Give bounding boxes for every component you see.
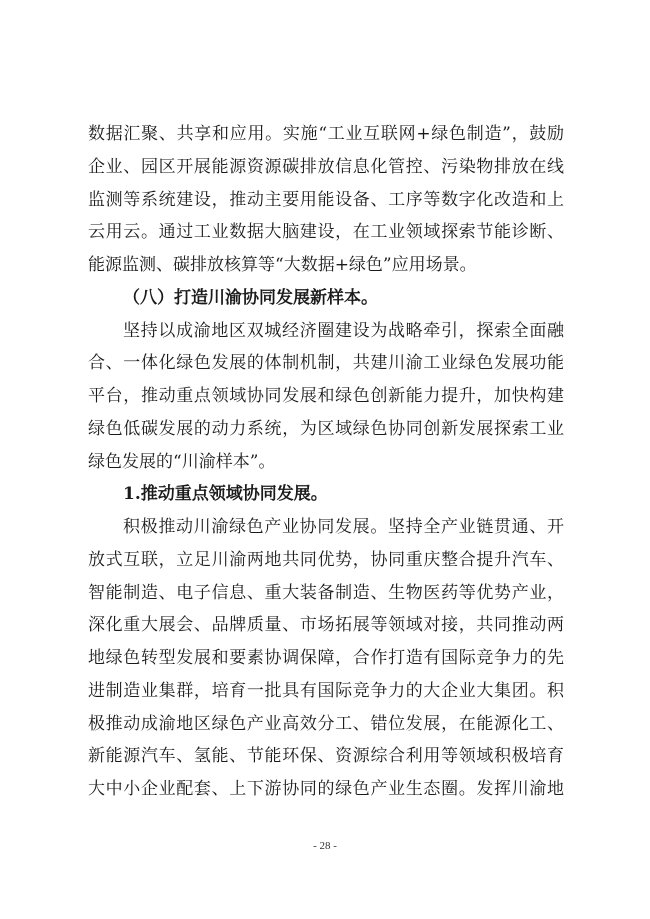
document-body (88, 118, 564, 806)
text-line: 绿色低碳发展的动力系统，为区域绿色协同创新发展探索工业 (88, 418, 564, 439)
text-line: 绿色发展的“川渝样本”。 (88, 451, 276, 472)
text-line: 企业、园区开展能源资源碳排放信息化管控、污染物排放在线 (88, 156, 564, 177)
text-line: 能源监测、碳排放核算等“大数据+绿色”应用场景。 (88, 255, 477, 275)
text-line: 智能制造、电子信息、重大装备制造、生物医药等优势产业， (88, 582, 564, 603)
paragraph (88, 511, 564, 806)
text-line: 新能源汽车、氢能、节能环保、资源综合利用等领域积极培育 (88, 746, 564, 767)
page-number: - 28 - (313, 840, 337, 852)
text-line: 坚持以成渝地区双城经济圈建设为战略牵引，探索全面融 (123, 320, 564, 341)
paragraph (88, 118, 564, 282)
text-line: 大中小企业配套、上下游协同的绿色产业生态圈。发挥川渝地 (88, 779, 564, 799)
text-line: 监测等系统建设，推动主要用能设备、工序等数字化改造和上 (88, 189, 564, 210)
text-line: 极推动成渝地区绿色产业高效分工、错位发展，在能源化工、 (88, 713, 564, 734)
text-line: 地绿色转型发展和要素协调保障，合作打造有国际竞争力的先 (88, 648, 564, 668)
text-line: 数据汇聚、共享和应用。实施“工业互联网+绿色制造”，鼓励 (88, 124, 564, 144)
text-line: 云用云。通过工业数据大脑建设，在工业领域探索节能诊断、 (88, 222, 564, 243)
text-line: 放式互联，立足川渝两地共同优势，协同重庆整合提升汽车、 (88, 549, 564, 570)
paragraph (88, 315, 564, 479)
text-line: 积极推动川渝绿色产业协同发展。坚持全产业链贯通、开 (123, 517, 564, 537)
section-heading: （八）打造川渝协同发展新样本。 (123, 287, 378, 308)
subsection-heading: 1.推动重点领域协同发展。 (123, 484, 328, 505)
text-line: 进制造业集群，培育一批具有国际竞争力的大企业大集团。积 (88, 680, 564, 701)
text-line: 深化重大展会、品牌质量、市场拓展等领域对接，共同推动两 (88, 615, 564, 636)
text-line: 合、一体化绿色发展的体制机制，共建川渝工业绿色发展功能 (88, 353, 564, 374)
text-line: 平台，推动重点领域协同发展和绿色创新能力提升，加快构建 (88, 386, 564, 406)
